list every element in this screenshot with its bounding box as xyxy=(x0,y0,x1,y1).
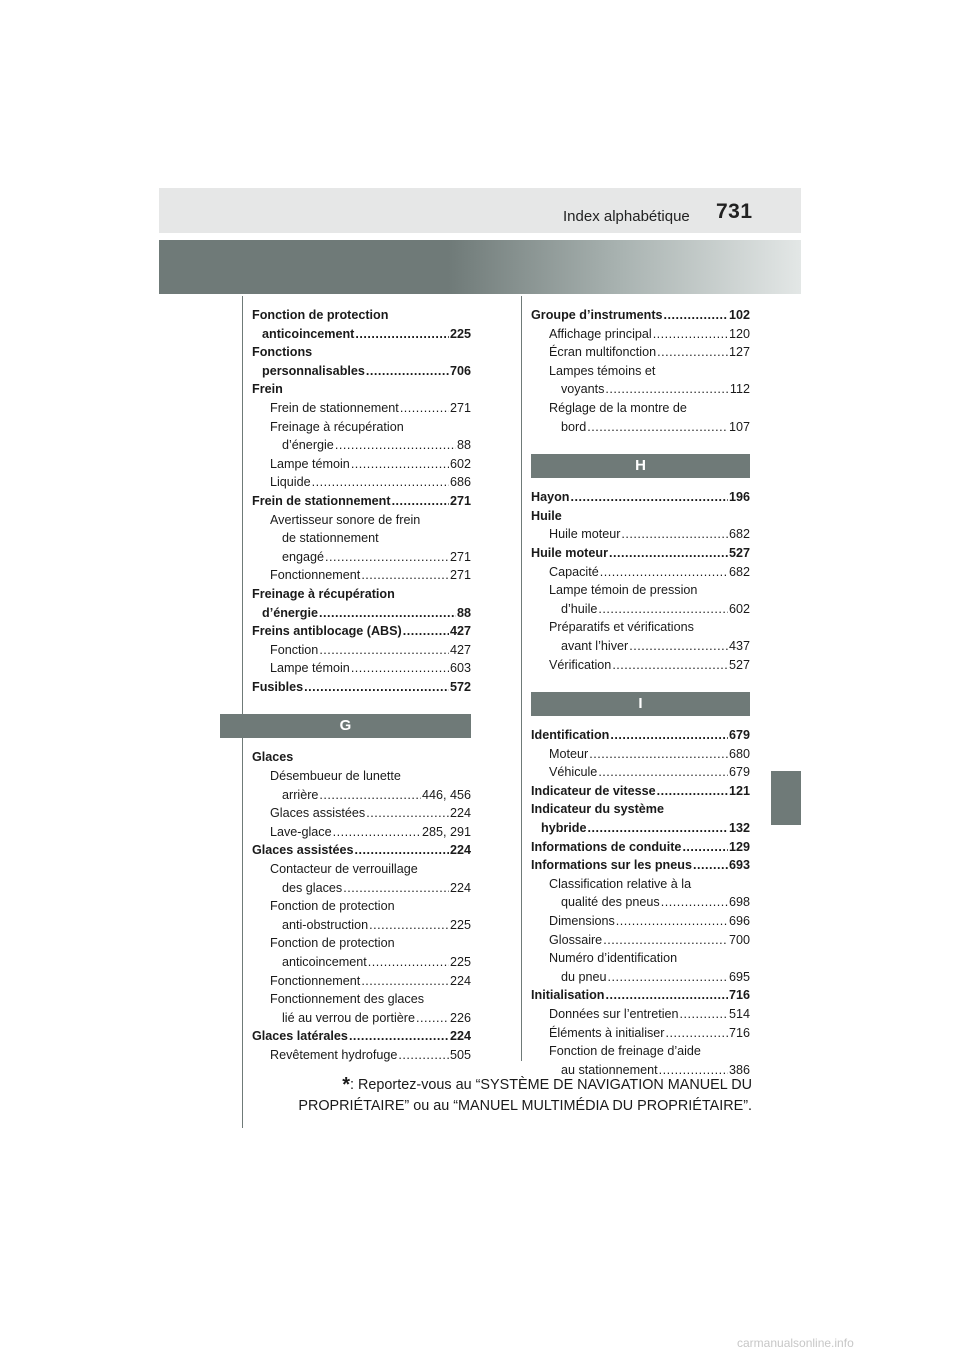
index-subentry: Fonctionnement ..... 224 xyxy=(252,972,471,991)
index-entry: Indicateur du système xyxy=(531,802,664,817)
header-bar xyxy=(159,188,801,233)
index-subentry: Lampe témoin de pression xyxy=(549,583,698,598)
section-header-i: I xyxy=(531,692,750,716)
index-subentry: Freinage à récupération xyxy=(270,419,404,434)
index-subentry: Dimensions ..... 696 xyxy=(531,912,750,931)
index-subentry: Préparatifs et vérifications xyxy=(549,620,694,635)
index-subentry: Moteur ..... 680 xyxy=(531,745,750,764)
index-subentry: Fonction de protection xyxy=(270,899,395,914)
index-subentry: Lampe témoin ..... 603 xyxy=(252,659,471,678)
decorative-band xyxy=(159,240,801,294)
index-subentry: engagé ..... 271 xyxy=(252,548,471,567)
index-subentry: Classification relative à la xyxy=(549,876,692,891)
index-subentry: de stationnement xyxy=(282,531,379,546)
index-subentry: Données sur l’entretien ..... 514 xyxy=(531,1005,750,1024)
index-subentry: Réglage de la montre de xyxy=(549,400,687,415)
footnote-line-2: PROPRIÉTAIRE” ou au “MANUEL MULTIMÉDIA DU PROPRIÉTAIRE”. xyxy=(298,1098,752,1114)
index-subentry: Liquide ..... 686 xyxy=(252,473,471,492)
index-entry: Groupe d’instruments ..... 102 xyxy=(531,306,750,325)
column-divider xyxy=(521,296,522,1061)
index-subentry: des glaces ..... 224 xyxy=(252,879,471,898)
index-entry: Frein de stationnement ..... 271 xyxy=(252,492,471,511)
index-subentry: Lave-glace ..... 285, 291 xyxy=(252,823,471,842)
index-entry: Identification ..... 679 xyxy=(531,726,750,745)
index-subentry: Désembueur de lunette xyxy=(270,769,401,784)
section-header-g: G xyxy=(220,714,471,738)
index-subentry: Véhicule ..... 679 xyxy=(531,763,750,782)
index-subentry: Avertisseur sonore de frein xyxy=(270,512,421,527)
index-entry: Fonction de protection xyxy=(252,308,389,322)
page-number: 731 xyxy=(716,200,753,223)
index-subentry: d’huile ..... 602 xyxy=(531,600,750,619)
index-subentry: Écran multifonction ..... 127 xyxy=(531,343,750,362)
index-subentry: voyants ..... 112 xyxy=(531,380,750,399)
index-subentry: Fonction de protection xyxy=(270,936,395,951)
index-column-right xyxy=(531,306,750,1079)
index-entry: Informations sur les pneus ..... 693 xyxy=(531,856,750,875)
index-subentry: anti-obstruction ..... 225 xyxy=(252,916,471,935)
index-entry: Glaces latérales ..... 224 xyxy=(252,1027,471,1046)
index-entry: hybride ..... 132 xyxy=(531,819,750,838)
index-subentry: Affichage principal ..... 120 xyxy=(531,325,750,344)
index-entry: Informations de conduite ..... 129 xyxy=(531,838,750,857)
index-subentry: avant l’hiver ..... 437 xyxy=(531,637,750,656)
footnote xyxy=(262,1075,752,1117)
index-subentry: Glaces assistées ..... 224 xyxy=(252,804,471,823)
index-subentry: au stationnement ..... 386 xyxy=(531,1061,750,1080)
index-subentry: Glossaire ..... 700 xyxy=(531,931,750,950)
index-subentry: Fonctionnement ..... 271 xyxy=(252,566,471,585)
index-subentry: Fonction ..... 427 xyxy=(252,641,471,660)
index-subentry: anticoincement ..... 225 xyxy=(252,953,471,972)
index-subentry: Contacteur de verrouillage xyxy=(270,862,418,877)
index-entry: Glaces assistées ..... 224 xyxy=(252,841,471,860)
index-entry: Huile xyxy=(531,508,562,523)
chapter-tab xyxy=(771,771,801,825)
index-subentry: Éléments à initialiser ..... 716 xyxy=(531,1024,750,1043)
footnote-star: * xyxy=(342,1074,351,1096)
index-subentry: du pneu ..... 695 xyxy=(531,968,750,987)
index-subentry: qualité des pneus ..... 698 xyxy=(531,893,750,912)
footnote-line-1: : Reportez-vous au “SYSTÈME DE NAVIGATION MANUEL DU xyxy=(350,1077,752,1093)
index-subentry: lié au verrou de portière ..... 226 xyxy=(252,1009,471,1028)
index-subentry: Frein de stationnement ..... 271 xyxy=(252,399,471,418)
index-entry: Huile moteur ..... 527 xyxy=(531,544,750,563)
index-subentry: Numéro d’identification xyxy=(549,951,678,966)
index-entry: Freinage à récupération xyxy=(252,586,395,601)
index-entry: Initialisation ..... 716 xyxy=(531,986,750,1005)
index-subentry: d’énergie ..... 88 xyxy=(252,436,471,455)
index-subentry: Lampes témoins et xyxy=(549,363,656,378)
watermark: carmanualsonline.info xyxy=(737,1336,854,1350)
index-column-left xyxy=(252,306,471,1065)
index-entry: Frein xyxy=(252,382,283,397)
index-subentry: Lampe témoin ..... 602 xyxy=(252,455,471,474)
index-subentry: Fonction de freinage d’aide xyxy=(549,1044,701,1059)
index-subentry: Revêtement hydrofuge ..... 505 xyxy=(252,1046,471,1065)
index-entry: anticoincement ..... 225 xyxy=(252,325,471,344)
index-entry: Indicateur de vitesse ..... 121 xyxy=(531,782,750,801)
margin-rule xyxy=(242,296,243,1128)
index-subentry: Fonctionnement des glaces xyxy=(270,992,425,1007)
index-subentry: Capacité ..... 682 xyxy=(531,563,750,582)
index-entry: Hayon ..... 196 xyxy=(531,488,750,507)
index-entry: Fonctions xyxy=(252,345,313,360)
index-subentry: Huile moteur ..... 682 xyxy=(531,525,750,544)
index-entry: d’énergie ..... 88 xyxy=(252,604,471,623)
index-entry: personnalisables ..... 706 xyxy=(252,362,471,381)
index-entry: Fusibles ..... 572 xyxy=(252,678,471,697)
index-subentry: bord ..... 107 xyxy=(531,418,750,437)
section-header-h: H xyxy=(531,454,750,478)
index-entry: Freins antiblocage (ABS) ..... 427 xyxy=(252,622,471,641)
index-entry: Glaces xyxy=(252,750,294,765)
index-subentry: Vérification ..... 527 xyxy=(531,656,750,675)
index-subentry: arrière ..... 446, 456 xyxy=(252,786,471,805)
page-title: Index alphabétique xyxy=(563,208,690,225)
